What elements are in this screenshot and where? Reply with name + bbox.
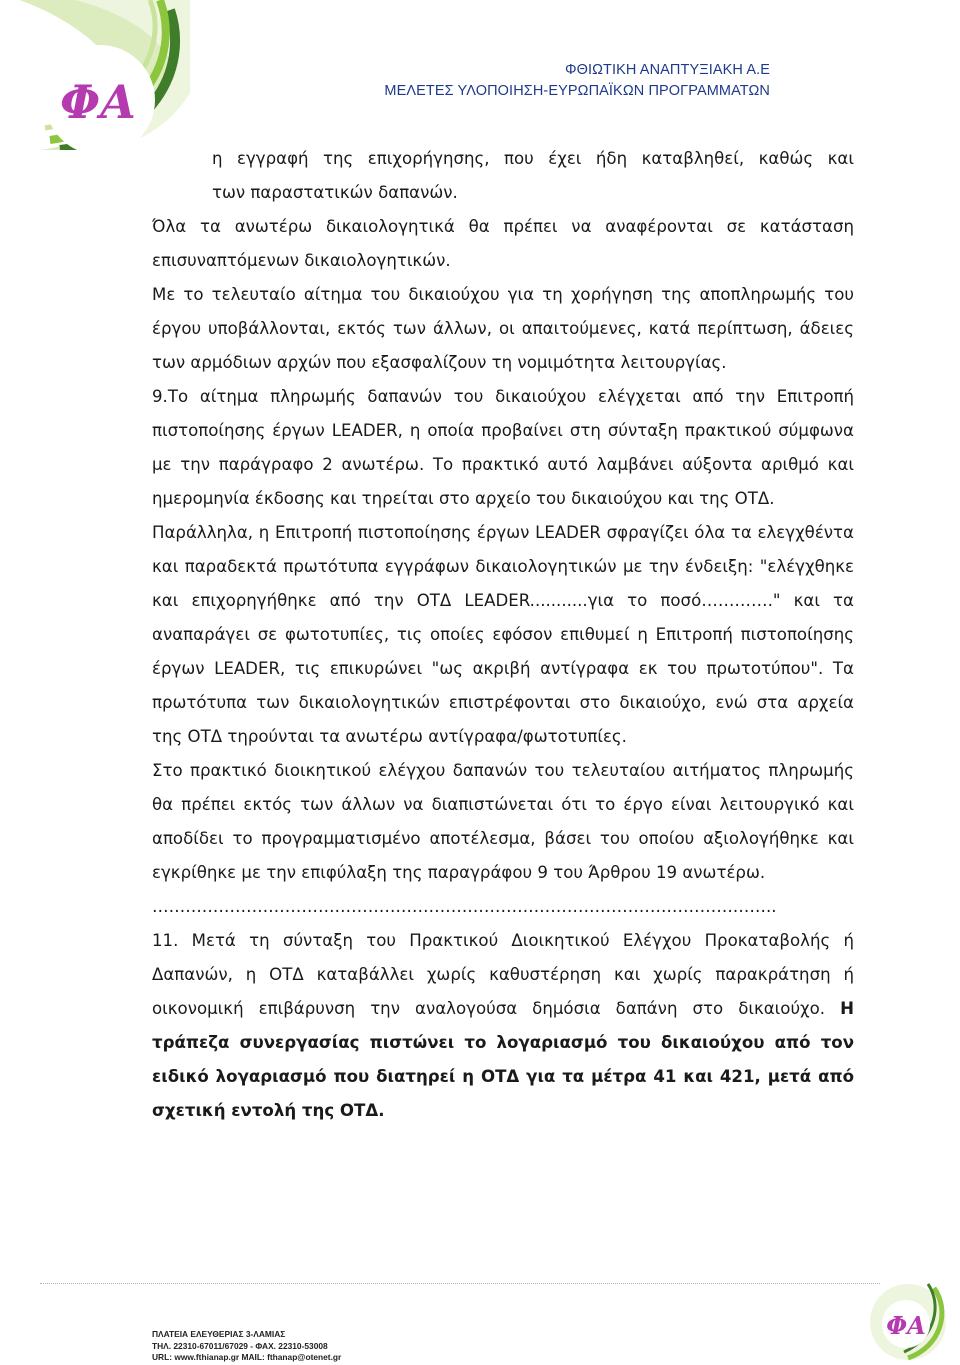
paragraph: Στο πρακτικό διοικητικού ελέγχου δαπανών του τελευταίου αιτήματος πληρωμής θα πρέπει εκτός των άλλων να διαπιστώνεται ότι το έργο είναι λειτουργικό και αποδίδει το προγραμματισμένο αποτέλεσμα, βάσει του οποίου αξιολογήθηκε και εγκρίθηκε με την επιφύλαξη της παραγράφου 9 του Άρθρου 19 ανωτέρω. <box>152 761 854 882</box>
footer-phones: ΤΗΛ. 22310-67011/67029 - ΦΑΧ. 22310-53008 <box>152 1340 328 1351</box>
document-body <box>152 142 854 1128</box>
paragraph: η εγγραφή της επιχορήγησης, που έχει ήδη καταβληθεί, καθώς και <box>212 149 854 168</box>
dotted-separator: ………………………………………………………………………………………………….. <box>152 897 777 916</box>
paragraph-text: 11. Μετά τη σύνταξη του Πρακτικού Διοικητικού Ελέγχου Προκαταβολής ή Δαπανών, η ΟΤΔ καταβάλλει χωρίς καθυστέρηση και χωρίς παρακράτηση ή οικονομική επιβάρυνση την αναλογούσα δημόσια δαπάνη στο δικαιούχο. <box>152 931 854 1018</box>
company-logo <box>0 0 190 150</box>
footer-logo-letters: ΦΑ <box>886 1311 926 1340</box>
page-header <box>384 60 770 102</box>
page-footer <box>152 1329 341 1364</box>
paragraph: Όλα τα ανωτέρω δικαιολογητικά θα πρέπει να αναφέρονται σε κατάσταση επισυναπτόμενων δικαιολογητικών. <box>152 217 854 270</box>
logo-letters: ΦΑ <box>60 75 136 129</box>
paragraph: 9.Το αίτημα πληρωμής δαπανών του δικαιούχου ελέγχεται από την Επιτροπή πιστοποίησης έργων LEADER, η οποία προβαίνει στη σύνταξη πρακτικού σύμφωνα με την παράγραφο 2 ανωτέρω. Το πρακτικό αυτό λαμβάνει αύξοντα αριθμό και ημερομηνία έκδοσης και τηρείται στο αρχείο του δικαιούχου και της ΟΤΔ. <box>152 387 854 508</box>
footer-address: ΠΛΑΤΕΙΑ ΕΛΕΥΘΕΡΙΑΣ 3-ΛΑΜΙΑΣ <box>152 1329 286 1339</box>
footer-web: URL: www.fthianap.gr MAIL: fthanap@otenet.gr <box>152 1352 342 1362</box>
paragraph: Παράλληλα, η Επιτροπή πιστοποίησης έργων LEADER σφραγίζει όλα τα ελεγχθέντα και παραδεκτά πρωτότυπα εγγράφων δικαιολογητικών με την ένδειξη: "ελέγχθηκε και επιχορηγήθηκε από την ΟΤΔ LEADER...........για το ποσό…………." και τα αναπαράγει σε φωτοτυπίες, τις οποίες εφόσον επιθυμεί η Επιτροπή πιστοποίησης έργων LEADER, τις επικυρώνει "ως ακριβή αντίγραφα εκ του πρωτοτύπου". Τα πρωτότυπα των δικαιολογητικών επιστρέφονται στο δικαιούχο, ενώ στα αρχεία της ΟΤΔ τηρούνται τα ανωτέρω αντίγραφα/φωτοτυπίες. <box>152 523 854 746</box>
paragraph: Με το τελευταίο αίτημα του δικαιούχου για τη χορήγηση της αποπληρωμής του έργου υποβάλλονται, εκτός των άλλων, οι απαιτούμενες, κατά περίπτωση, άδειες των αρμόδιων αρχών που εξασφαλίζουν τη νομιμότητα λειτουργίας. <box>152 285 854 372</box>
paragraph-bold-text: Η τράπεζα συνεργασίας πιστώνει το λογαριασμό του δικαιούχου από τον ειδικό λογαριασμό που διατηρεί η ΟΤΔ για τα μέτρα 41 και 421, μετά από σχετική εντολή της ΟΤΔ. <box>152 999 854 1120</box>
company-name: ΦΘΙΩΤΙΚΗ ΑΝΑΠΤΥΞΙΑΚΗ Α.Ε <box>564 62 770 78</box>
footer-logo <box>868 1280 948 1362</box>
paragraph <box>152 924 854 1128</box>
paragraph: των παραστατικών δαπανών. <box>212 183 458 202</box>
footer-divider <box>40 1283 880 1285</box>
company-subtitle: ΜΕΛΕΤΕΣ ΥΛΟΠΟΙΗΣΗ-ΕΥΡΩΠΑΪΚΩΝ ΠΡΟΓΡΑΜΜΑΤΩΝ <box>384 83 770 99</box>
